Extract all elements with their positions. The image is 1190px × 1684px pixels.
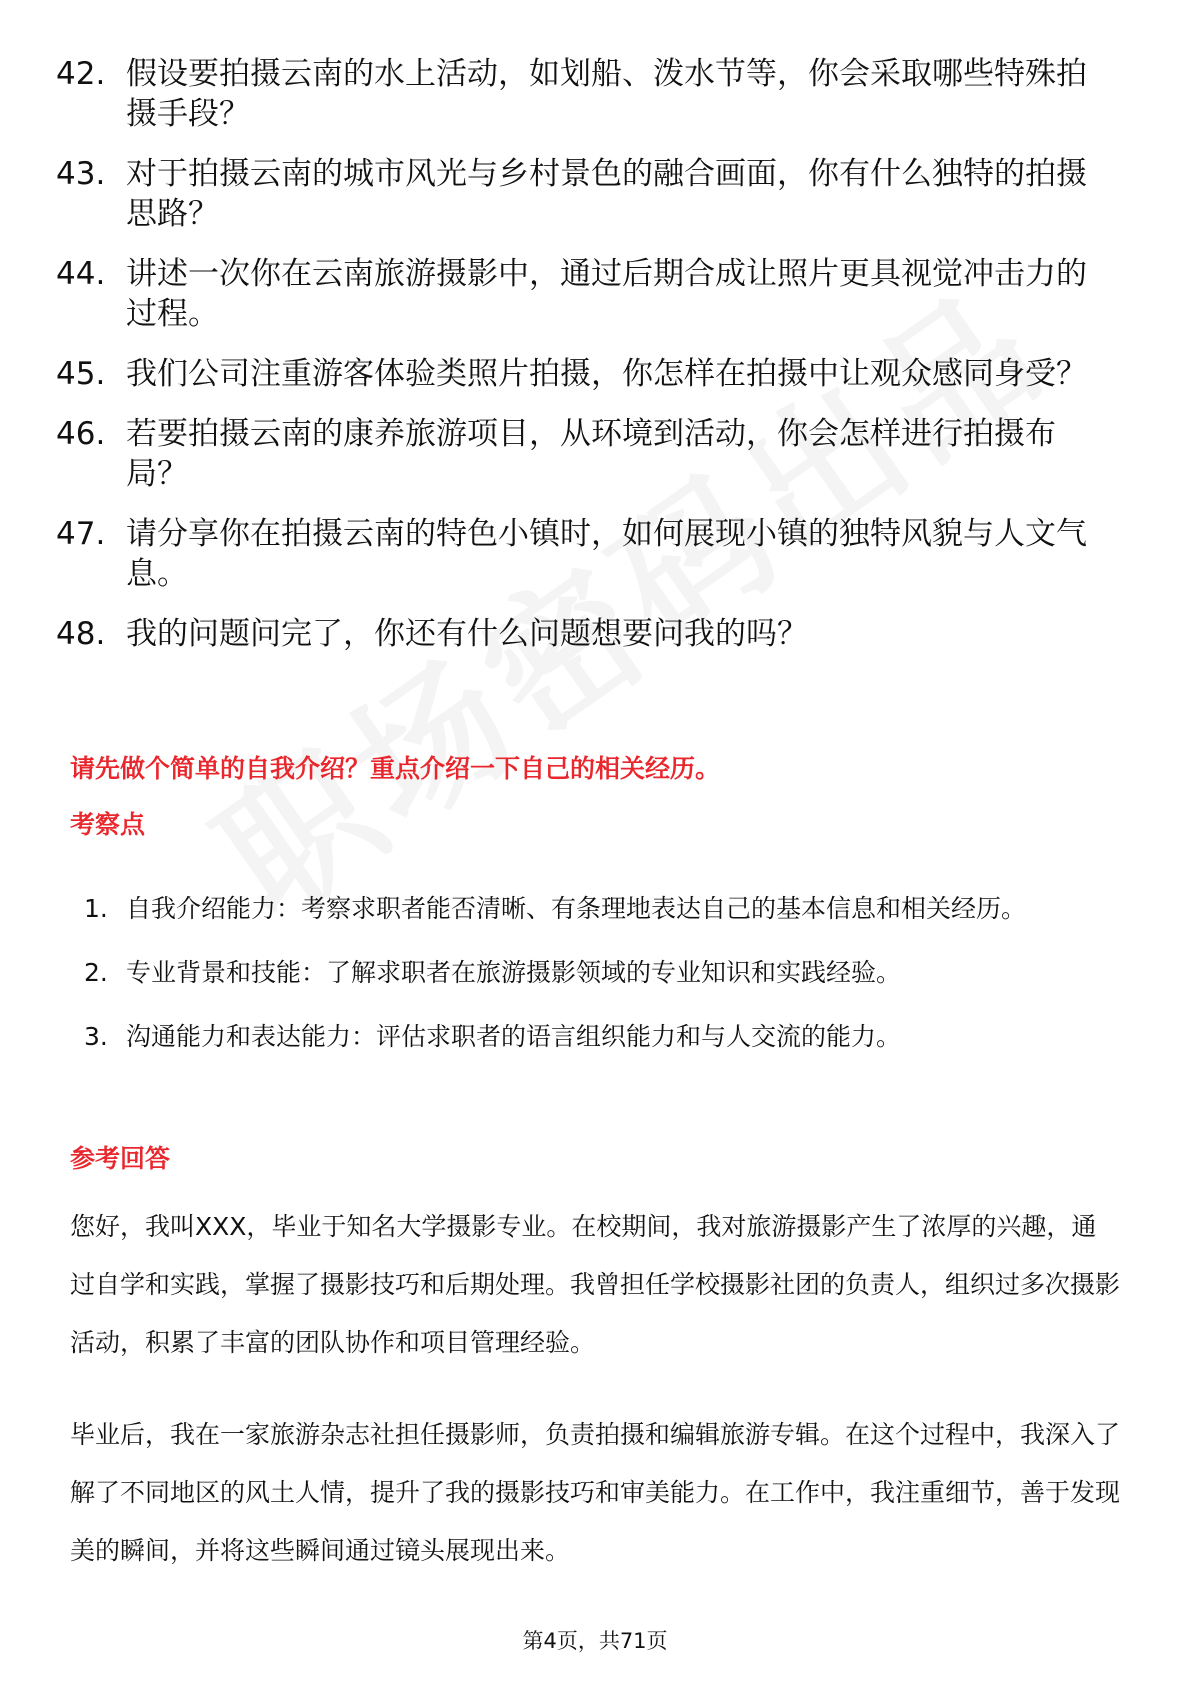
focus-point-text: 专业背景和技能：了解求职者在旅游摄影领域的专业知识和实践经验。: [126, 958, 902, 987]
question-number: 43.: [56, 156, 106, 192]
answer-paragraph: 您好，我叫XXX，毕业于知名大学摄影专业。在校期间，我对旅游摄影产生了浓厚的兴趣，通过自学和实践，掌握了摄影技巧和后期处理。我曾担任学校摄影社团的负责人，组织过多次摄影活动，积累了丰富的团队协作和项目管理经验。: [70, 1212, 1121, 1357]
focus-point-number: 3.: [84, 1022, 108, 1051]
question-item: [56, 254, 1136, 334]
focus-point: [84, 880, 1124, 938]
question-text: 讲述一次你在云南旅游摄影中，通过后期合成让照片更具视觉冲击力的过程。: [126, 256, 1087, 332]
question-text: 我的问题问完了，你还有什么问题想要问我的吗？: [126, 616, 808, 652]
focus-label: 考察点: [70, 810, 146, 839]
focus-point-number: 1.: [84, 894, 108, 923]
focus-point-text: 自我介绍能力：考察求职者能否清晰、有条理地表达自己的基本信息和相关经历。: [126, 894, 1027, 923]
focus-point: [84, 1008, 1124, 1066]
question-number: 47.: [56, 516, 106, 552]
question-item: [56, 514, 1136, 594]
focus-point-list: [84, 880, 1124, 1072]
answer-paragraph: 毕业后，我在一家旅游杂志社担任摄影师，负责拍摄和编辑旅游专辑。在这个过程中，我深入了解了不同地区的风土人情，提升了我的摄影技巧和审美能力。在工作中，我注重细节，善于发现美的瞬间，并将这些瞬间通过镜头展现出来。: [70, 1420, 1121, 1565]
question-text: 若要拍摄云南的康养旅游项目，从环境到活动，你会怎样进行拍摄布局？: [126, 416, 1056, 492]
page-footer: 第4页，共71页: [522, 1629, 668, 1653]
question-text: 我们公司注重游客体验类照片拍摄，你怎样在拍摄中让观众感同身受？: [126, 356, 1087, 392]
question-item: [56, 154, 1136, 234]
question-number: 42.: [56, 56, 106, 92]
question-item: [56, 54, 1136, 134]
answer-label: 参考回答: [70, 1144, 171, 1173]
question-text: 请分享你在拍摄云南的特色小镇时，如何展现小镇的独特风貌与人文气息。: [126, 516, 1087, 592]
section-heading: 请先做个简单的自我介绍？重点介绍一下自己的相关经历。: [70, 754, 721, 783]
question-number: 45.: [56, 356, 106, 392]
question-number: 46.: [56, 416, 106, 452]
question-item: [56, 414, 1136, 494]
question-item: [56, 354, 1136, 394]
focus-point: [84, 944, 1124, 1002]
question-number: 44.: [56, 256, 106, 292]
question-item: [56, 614, 1136, 654]
question-text: 假设要拍摄云南的水上活动，如划船、泼水节等，你会采取哪些特殊拍摄手段？: [126, 56, 1087, 132]
focus-point-text: 沟通能力和表达能力：评估求职者的语言组织能力和与人交流的能力。: [126, 1022, 902, 1051]
question-list: [56, 54, 1136, 674]
question-number: 48.: [56, 616, 106, 652]
focus-point-number: 2.: [84, 958, 108, 987]
question-text: 对于拍摄云南的城市风光与乡村景色的融合画面，你有什么独特的拍摄思路？: [126, 156, 1087, 232]
